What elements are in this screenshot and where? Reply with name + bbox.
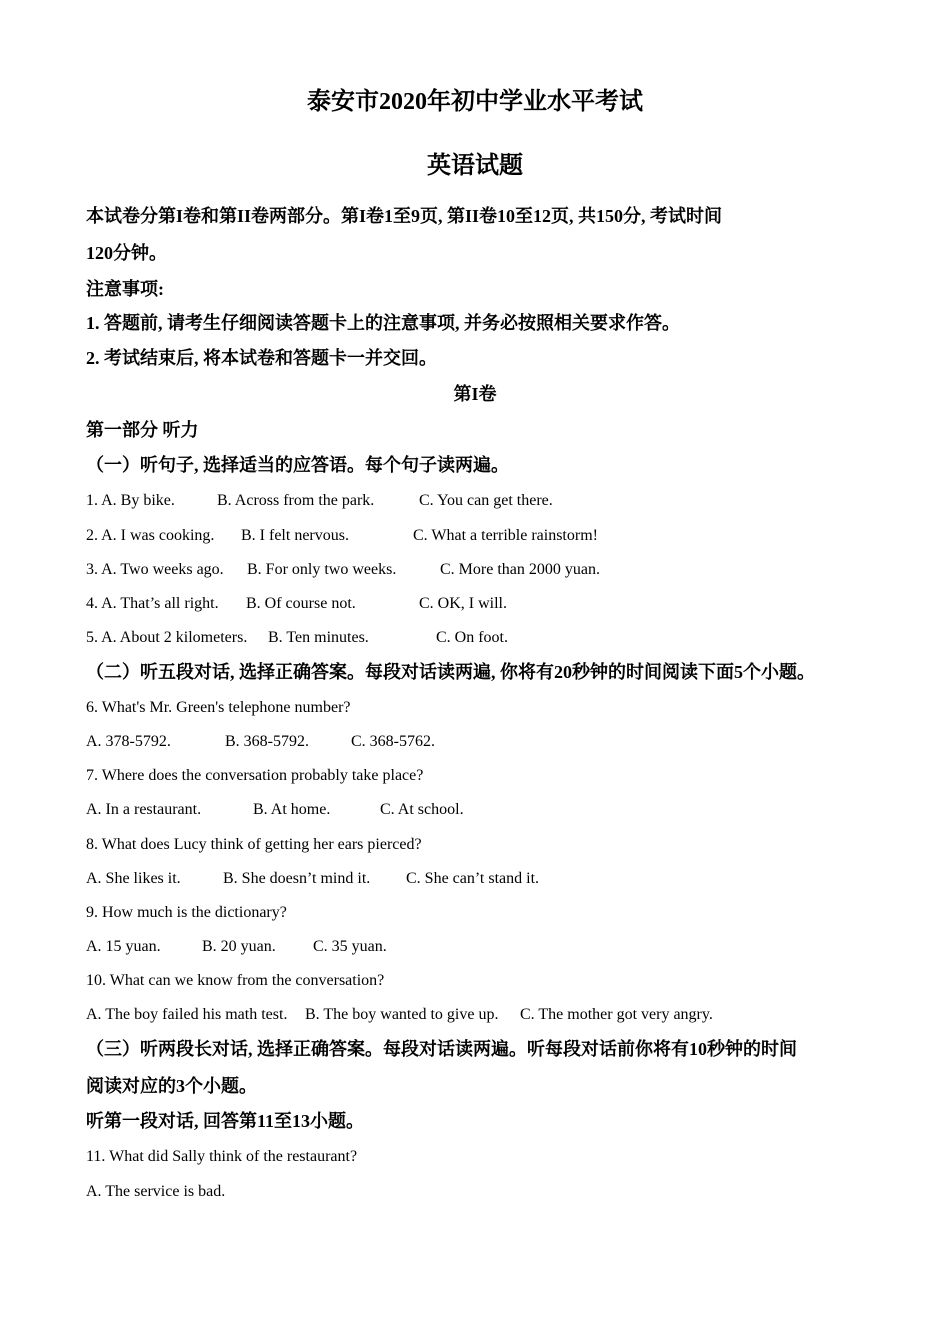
doc-title: 泰安市2020年初中学业水平考试: [307, 89, 643, 115]
option: C. You can get there.: [419, 492, 553, 509]
notice-item: 2. 考试结束后, 将本试卷和答题卡一并交回。: [86, 348, 437, 368]
option: A. 378-5792.: [86, 733, 171, 750]
section-heading-cont: 阅读对应的3个小题。: [86, 1076, 257, 1096]
option: A. The boy failed his math test.: [86, 1006, 288, 1023]
question-8: 8. What does Lucy think of getting her ears pierced?: [86, 836, 422, 853]
option: 4. A. That’s all right.: [86, 595, 219, 612]
section-heading: （一）听句子, 选择适当的应答语。每个句子读两遍。: [86, 455, 509, 475]
option: A. In a restaurant.: [86, 801, 202, 818]
question-9: 9. How much is the dictionary?: [86, 904, 287, 921]
question-6: 6. What's Mr. Green's telephone number?: [86, 699, 351, 716]
option: B. The boy wanted to give up.: [305, 1006, 499, 1023]
option: B. I felt nervous.: [241, 527, 349, 544]
option: C. She can’t stand it.: [406, 870, 540, 887]
volume-heading: 第I卷: [453, 384, 497, 404]
option: C. What a terrible rainstorm!: [413, 527, 598, 544]
option: C. At school.: [380, 801, 464, 818]
question-10: 10. What can we know from the conversation?: [86, 972, 385, 989]
option: B. Ten minutes.: [268, 629, 369, 646]
option: 2. A. I was cooking.: [86, 527, 215, 544]
intro-text: 本试卷分第I卷和第II卷两部分。第I卷1至9页, 第II卷10至12页, 共150分, 考试时间: [86, 206, 723, 226]
option: B. Of course not.: [246, 595, 356, 612]
option: A. 15 yuan.: [86, 938, 161, 955]
option: C. On foot.: [436, 629, 508, 646]
option: C. 35 yuan.: [313, 938, 387, 955]
option: A. She likes it.: [86, 870, 181, 887]
option: C. 368-5762.: [351, 733, 435, 750]
question-7: 7. Where does the conversation probably take place?: [86, 767, 424, 784]
option: C. OK, I will.: [419, 595, 507, 612]
doc-subtitle: 英语试题: [427, 153, 523, 179]
option: C. More than 2000 yuan.: [440, 561, 600, 578]
option: B. For only two weeks.: [247, 561, 397, 578]
notice-heading: 注意事项:: [86, 279, 164, 299]
option: B. At home.: [253, 801, 331, 818]
option: B. 20 yuan.: [202, 938, 276, 955]
section-heading: （二）听五段对话, 选择正确答案。每段对话读两遍, 你将有20秒钟的时间阅读下面5个小题。: [86, 662, 815, 682]
notice-item: 1. 答题前, 请考生仔细阅读答题卡上的注意事项, 并务必按照相关要求作答。: [86, 313, 680, 333]
option: B. She doesn’t mind it.: [223, 870, 371, 887]
question-11-option: A. The service is bad.: [86, 1183, 226, 1200]
option: C. The mother got very angry.: [520, 1006, 713, 1023]
option: B. Across from the park.: [217, 492, 375, 509]
part-heading: 第一部分 听力: [86, 420, 199, 440]
option: 5. A. About 2 kilometers.: [86, 629, 248, 646]
dialog-heading: 听第一段对话, 回答第11至13小题。: [86, 1111, 365, 1131]
section-heading: （三）听两段长对话, 选择正确答案。每段对话读两遍。听每段对话前你将有10秒钟的时间: [86, 1039, 797, 1059]
option: B. 368-5792.: [225, 733, 309, 750]
option: 3. A. Two weeks ago.: [86, 561, 224, 578]
option: 1. A. By bike.: [86, 492, 175, 509]
intro-text-cont: 120分钟。: [86, 243, 167, 263]
question-11: 11. What did Sally think of the restaurant?: [86, 1148, 358, 1165]
